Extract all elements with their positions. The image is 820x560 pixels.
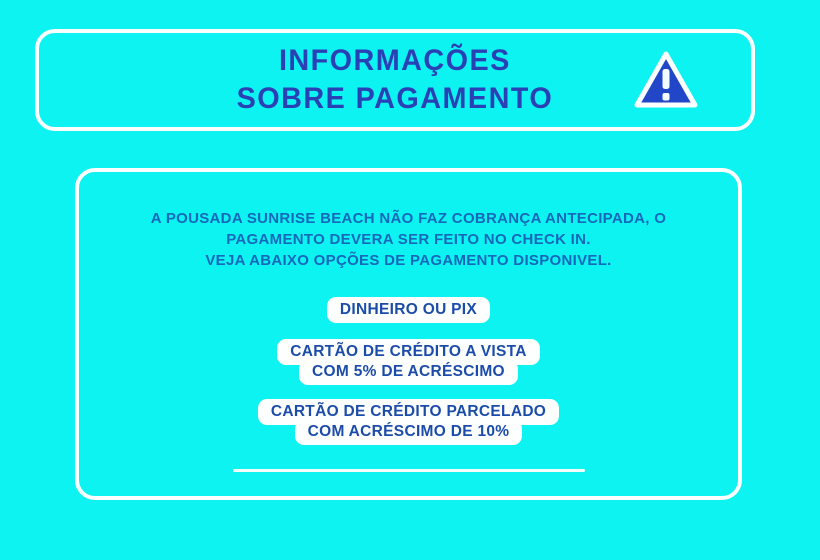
payment-option-label-line2: COM ACRÉSCIMO DE 10%: [295, 420, 523, 445]
notice-line-1: A POUSADA SUNRISE BEACH NÃO FAZ COBRANÇA ANTECIPADA, O: [150, 210, 667, 227]
notice-paragraph: [151, 208, 666, 271]
warning-triangle-icon: [633, 50, 699, 110]
payment-option-cartao-credito-parcelado: [258, 399, 559, 445]
notice-line-3: VEJA ABAIXO OPÇÕES DE PAGAMENTO DISPONIVEL.: [205, 252, 612, 269]
payment-option-label-line1: CARTÃO DE CRÉDITO PARCELADO: [258, 399, 559, 425]
page-title: [237, 42, 554, 118]
payment-info-panel: [75, 168, 742, 500]
payment-option-cartao-credito-a-vista: [277, 339, 540, 385]
payment-option-dinheiro-ou-pix: [327, 297, 490, 323]
payment-option-label: DINHEIRO OU PIX: [327, 297, 490, 323]
divider-line: [233, 469, 585, 472]
page-title-line2: SOBRE PAGAMENTO: [236, 82, 554, 115]
notice-line-2: PAGAMENTO DEVERA SER FEITO NO CHECK IN.: [226, 231, 591, 248]
header-banner: [35, 29, 755, 131]
payment-option-label-line2: COM 5% DE ACRÉSCIMO: [299, 360, 518, 385]
payment-option-label-line1: CARTÃO DE CRÉDITO A VISTA: [277, 339, 540, 365]
page-title-line1: INFORMAÇÕES: [279, 44, 511, 77]
